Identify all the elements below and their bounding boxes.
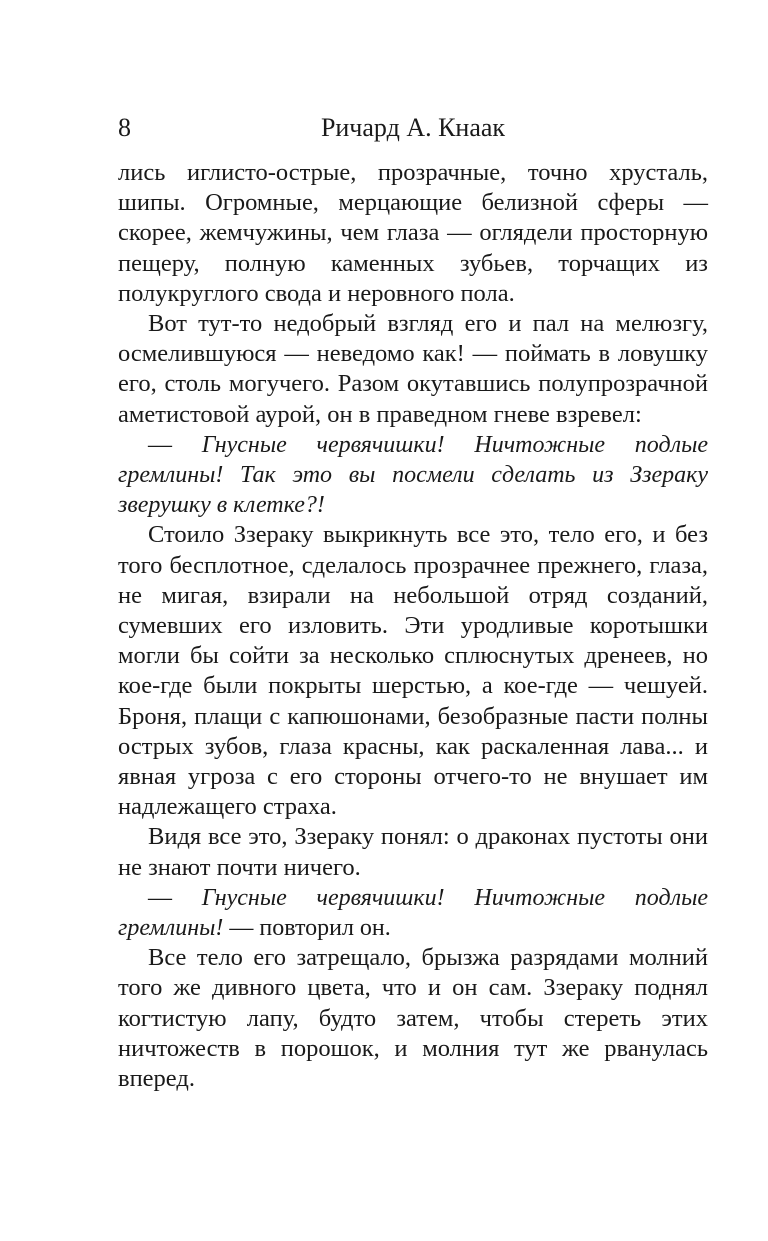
page-header — [118, 112, 708, 152]
body-text — [118, 158, 708, 1094]
paragraph-5: Видя все это, Ззераку понял: о драконах пустоты они не знают почти ничего. — [118, 823, 708, 881]
paragraph-6-dialogue — [118, 883, 708, 943]
dialogue-dash: — — [148, 431, 202, 458]
paragraph-3-dialogue — [118, 430, 708, 521]
dialogue-speech: Гнусные червячишки! Ничтожные подлые гремлины! — [118, 884, 709, 942]
dialogue-dash: — — [148, 884, 202, 911]
book-page — [118, 112, 708, 1094]
dialogue-attribution: — повторил он. — [223, 915, 391, 942]
paragraph-7: Все тело его затрещало, брызжа разрядами молний того же дивного цвета, что и он сам. Ззераку поднял когтистую лапу, будто затем, чтобы стереть этих ничтожеств в порошок, и молния тут же рванулась вперед. — [118, 944, 708, 1093]
paragraph-4: Стоило Ззераку выкрикнуть все это, тело его, и без того бесплотное, сделалось прозрачнее прежнего, глаза, не мигая, взирали на небольшой отряд созданий, сумевших его изловить. Эти уродливые коротышки могли бы сойти за несколько сплюснутых дренеев, но кое-где были покрыты шерстью, а кое-где — чешуей. Броня, плащи с капюшонами, безобразные пасти полны острых зубов, глаза красны, как раскаленная лава... и явная угроза с его стороны отчего-то не внушает им надлежащего страха. — [118, 521, 708, 821]
running-title: Ричард А. Кнаак — [320, 113, 506, 142]
paragraph-1: лись иглисто-острые, прозрачные, точно хрусталь, шипы. Огромные, мерцающие белизной сферы — скорее, жемчужины, чем глаза — оглядели просторную пещеру, полную каменных зубьев, торчащих из полукруглого свода и неровного пола. — [118, 159, 708, 307]
page-number: 8 — [118, 113, 131, 142]
dialogue-speech: Гнусные червячишки! Ничтожные подлые гремлины! Так это вы посмели сделать из Ззераку зверушку в клетке?! — [118, 431, 709, 519]
paragraph-2: Вот тут-то недобрый взгляд его и пал на мелюзгу, осмелившуюся — неведомо как! — поймать в ловушку его, столь могучего. Разом окутавшись полупрозрачной аметистовой аурой, он в праведном гневе взревел: — [118, 310, 708, 428]
